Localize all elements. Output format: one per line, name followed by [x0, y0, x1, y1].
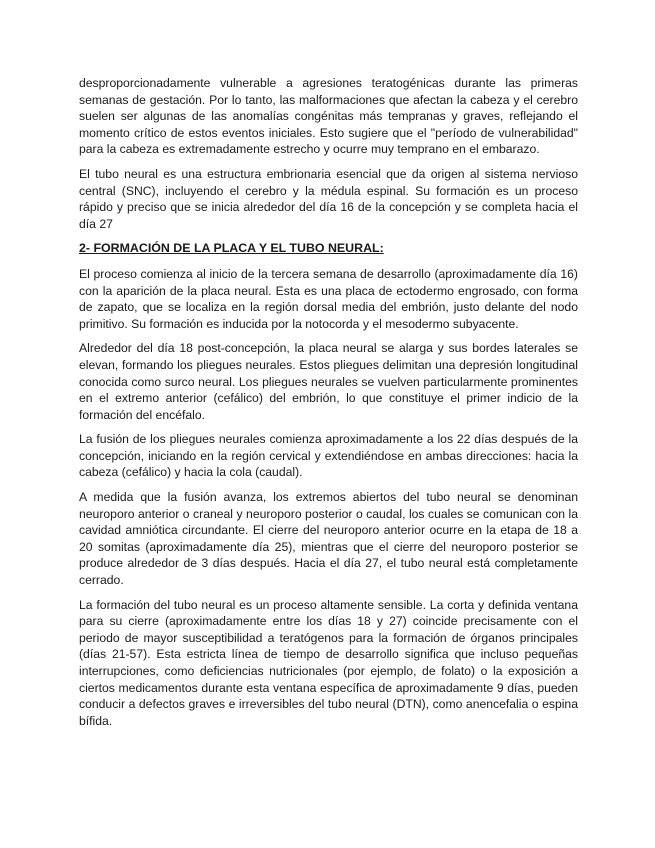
- paragraph-neural-plate: El proceso comienza al inicio de la tercera semana de desarrollo (aproximadamente día 16) con la aparición de la placa neural. Esta es una placa de ectodermo engrosado, con forma de zapato, que se localiza en la región dorsal media del embrión, justo delante del nodo primitivo. Su formación es inducida por la notocorda y el mesodermo subyacente.: [79, 266, 578, 331]
- paragraph-vulnerability: desproporcionadamente vulnerable a agresiones teratogénicas durante las primeras semanas de gestación. Por lo tanto, las malformaciones que afectan la cabeza y el cerebro suelen ser algunas de las anomalías congénitas más tempranas y graves, reflejando el momento crítico de estos eventos iniciales. Esto sugiere que el "período de vulnerabilidad" para la cabeza es extremadamente estrecho y ocurre muy temprano en el embarazo.: [79, 76, 578, 157]
- section-heading: 2- FORMACIÓN DE LA PLACA Y EL TUBO NEURAL:: [79, 241, 384, 256]
- paragraph-fusion: La fusión de los pliegues neurales comienza aproximadamente a los 22 días después de la concepción, iniciando en la región cervical y extendiéndose en ambas direcciones: hacia la cabeza (cefálico) y hacia la cola (caudal).: [79, 432, 578, 480]
- paragraph-neural-tube-intro: El tubo neural es una estructura embrionaria esencial que da origen al sistema nervioso central (SNC), incluyendo el cerebro y la médula espinal. Su formación es un proceso rápido y preciso que se inicia alrededor del día 16 de la concepción y se completa hacia el día 27: [79, 166, 578, 231]
- paragraph-sensitivity: La formación del tubo neural es un proceso altamente sensible. La corta y definida ventana para su cierre (aproximadamente entre los días 18 y 27) coincide precisamente con el periodo de mayor susceptibilidad a teratógenos para la formación de órganos principales (días 21-57). Esta estricta línea de tiempo de desarrollo significa que incluso pequeñas interrupciones, como deficiencias nutricionales (por ejemplo, de folato) o la exposición a ciertos medicamentos durante esta ventana específica de aproximadamente 9 días, pueden conducir a defectos graves e irreversibles del tubo neural (DTN), como anencefalia o espina bífida.: [79, 597, 578, 728]
- document-page: [79, 75, 578, 737]
- paragraph-neuropores: A medida que la fusión avanza, los extremos abiertos del tubo neural se denominan neuroporo anterior o craneal y neuroporo posterior o caudal, los cuales se comunican con la cavidad amniótica circundante. El cierre del neuroporo anterior ocurre en la etapa de 18 a 20 somitas (aproximadamente día 25), mientras que el cierre del neuroporo posterior se produce alrededor de 3 días después. Hacia el día 27, el tubo neural está completamente cerrado.: [79, 490, 578, 588]
- paragraph-neural-folds: Alrededor del día 18 post-concepción, la placa neural se alarga y sus bordes laterales se elevan, formando los pliegues neurales. Estos pliegues delimitan una depresión longitudinal conocida como surco neural. Los pliegues neurales se vuelven particularmente prominentes en el extremo anterior (cefálico) del embrión, lo que constituye el primer indicio de la formación del encéfalo.: [79, 341, 578, 422]
